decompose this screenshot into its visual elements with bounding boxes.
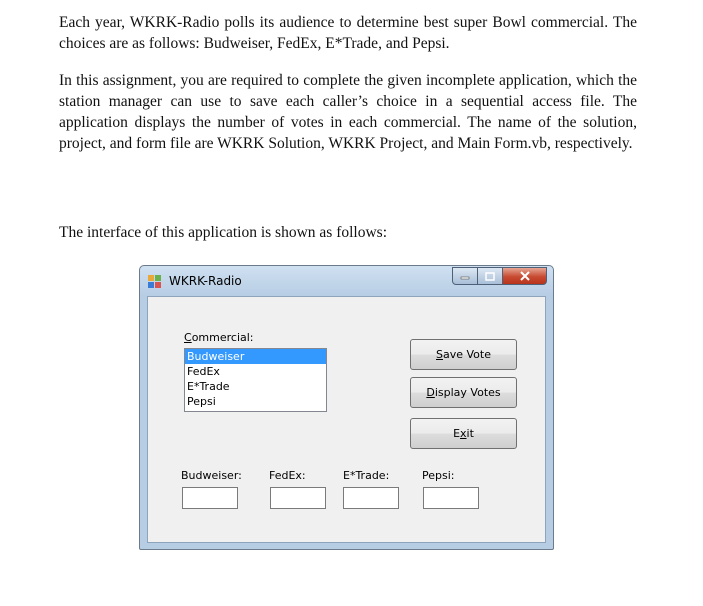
app-icon <box>148 275 162 289</box>
form-client-area <box>147 296 546 543</box>
assignment-paragraph: In this assignment, you are required to complete the given incomplete application, which the station manager can use to save each caller’s choice in a sequential access file. The application displays the number of votes in each commercial. The name of the solution, project, and form file are WKRK Solution, WKRK Project, and Main Form.vb, respectively. <box>59 72 637 152</box>
close-icon <box>519 271 531 281</box>
window-controls <box>452 267 547 285</box>
commercial-label: Commercial: <box>184 331 254 344</box>
etrade-count-box <box>343 487 399 509</box>
interface-caption: The interface of this application is shown as follows: <box>59 224 388 241</box>
title-bar[interactable] <box>140 266 553 296</box>
display-votes-button[interactable]: D isplay Votes <box>410 377 517 408</box>
maximize-button[interactable] <box>478 267 503 285</box>
list-item[interactable]: E*Trade <box>187 380 230 393</box>
intro-paragraph: Each year, WKRK-Radio polls its audience to determine best super Bowl commercial. The choices are as follows: Budweiser, FedEx, E*Trade, and Pepsi. <box>59 14 637 52</box>
commercial-listbox[interactable] <box>184 348 327 412</box>
minimize-icon <box>460 272 470 280</box>
pepsi-count-label: Pepsi: <box>422 469 455 482</box>
exit-button[interactable]: E x it <box>410 418 517 449</box>
list-item[interactable]: Budweiser <box>185 349 326 364</box>
save-vote-button[interactable]: S ave Vote <box>410 339 517 370</box>
fedex-count-box <box>270 487 326 509</box>
etrade-count-label: E*Trade: <box>343 469 390 482</box>
list-item[interactable]: FedEx <box>187 365 220 378</box>
minimize-button[interactable] <box>452 267 478 285</box>
close-button[interactable] <box>503 267 547 285</box>
list-item[interactable]: Pepsi <box>187 395 216 408</box>
wkrk-radio-window <box>139 265 554 550</box>
budweiser-count-box <box>182 487 238 509</box>
maximize-icon <box>485 272 495 281</box>
fedex-count-label: FedEx: <box>269 469 306 482</box>
window-title: WKRK-Radio <box>169 274 242 288</box>
pepsi-count-box <box>423 487 479 509</box>
budweiser-count-label: Budweiser: <box>181 469 242 482</box>
